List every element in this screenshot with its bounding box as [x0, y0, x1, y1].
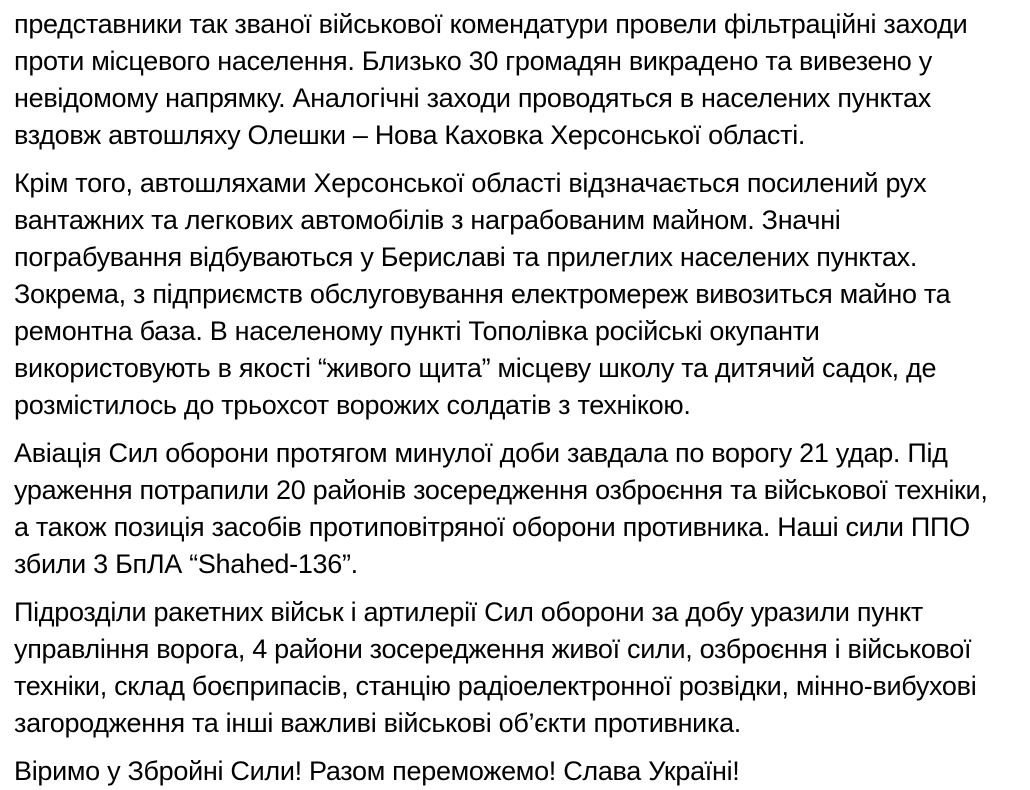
- text-line: вздовж автошляху Олешки – Нова Каховка Херсонської області.: [14, 120, 806, 150]
- text-line: Крім того, автошляхами Херсонської області відзначається посилений рух: [14, 168, 927, 198]
- paragraph-filtration-measures: [14, 6, 1016, 154]
- text-line: пограбування відбуваються у Бериславі та прилеглих населених пунктах.: [14, 242, 918, 272]
- paragraph-missile-artillery: [14, 594, 1016, 742]
- text-line: Авіація Сил оборони протягом минулої доби завдала по ворогу 21 удар. Під: [14, 438, 948, 468]
- text-line: техніки, склад боєприпасів, станцію радіоелектронної розвідки, мінно-вибухові: [14, 671, 977, 701]
- text-line: вантажних та легкових автомобілів з награбованим майном. Значні: [14, 205, 841, 235]
- text-line: використовують в якості “живого щита” місцеву школу та дитячий садок, де: [14, 353, 937, 383]
- text-line: ремонтна база. В населеному пункті Тополівка російські окупанти: [14, 316, 820, 346]
- text-line: невідомому напрямку. Аналогічні заходи проводяться в населених пунктах: [14, 83, 931, 113]
- text-line: а також позиція засобів протиповітряної оборони противника. Наші сили ППО: [14, 512, 970, 542]
- text-line: ураження потрапили 20 районів зосередження озброєння та військової техніки,: [14, 475, 988, 505]
- text-line: Зокрема, з підприємств обслуговування електромереж вивозиться майно та: [14, 279, 951, 309]
- paragraph-aviation-strikes: [14, 435, 1016, 583]
- text-line: збили 3 БпЛА “Shahed-136”.: [14, 549, 358, 579]
- text-line: Підрозділи ракетних військ і артилерії Сил оборони за добу уразили пункт: [14, 597, 923, 627]
- paragraph-closing-slogan: [14, 753, 1016, 790]
- text-line: розмістилось до трьохсот ворожих солдатів з технікою.: [14, 390, 691, 420]
- text-line: управління ворога, 4 райони зосередження живої сили, озброєння і військової: [14, 634, 972, 664]
- text-line: Віримо у Збройні Сили! Разом переможемо! Слава Україні!: [14, 756, 740, 786]
- text-line: представники так званої військової комендатури провели фільтраційні заходи: [14, 9, 968, 39]
- paragraph-looting-kherson: [14, 165, 1016, 424]
- text-line: загородження та інші важливі військові об’єкти противника.: [14, 708, 741, 738]
- text-line: проти місцевого населення. Близько 30 громадян викрадено та вивезено у: [14, 46, 932, 76]
